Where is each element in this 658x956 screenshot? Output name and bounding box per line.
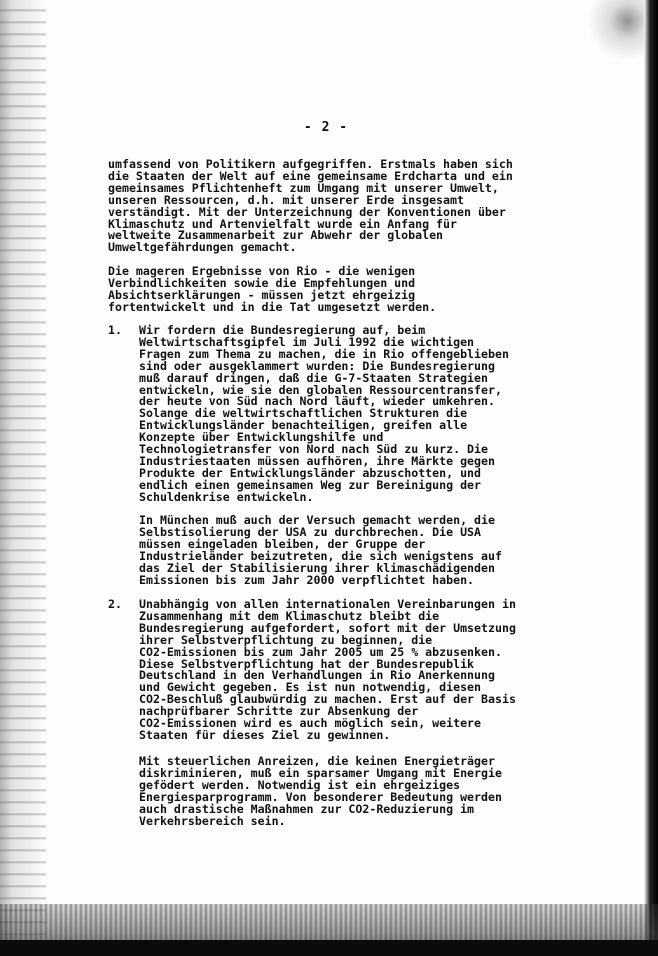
paragraph-rio (108, 266, 436, 314)
item-1-text: Wir fordern die Bundesregierung auf, beim Weltwirtschaftsgipfel im Juli 1992 die wichtigen Fragen zum Thema zu machen, die in Rio offengeblieben sind oder ausgeklammert wurden: Die Bundesregierung muß darauf dringen, daß die G-7-Staaten Strategien entwickeln, wie sie den globalen Ressourcentransfer, der heute von Süd nach Nord läuft, wieder umkehren. Solange die weltwirtschaftlichen Strukturen die Entwicklungsländer benachteiligen, greifen alle Konzepte über Entwicklungshilfe und Technologietransfer von Nord nach Süd zu kurz. Die Industriestaaten müssen aufhören, ihre Märkte gegen Produkte der Entwicklungsländer abzuschotten, und endlich einen gemeinsamen Weg zur Bereinigung der Schuldenkrise entwickeln. (139, 323, 509, 504)
item-1-number: 1. (108, 323, 122, 337)
scan-corner-smudge (588, 0, 644, 70)
paragraph-intro-text: umfassend von Politikern aufgegriffen. Erstmals haben sich die Staaten der Welt auf eine gemeinsame Erdcharta und ein gemeinsames Pflichtenheft zum Umgang mit unserer Umwelt, unseren Ressourcen, d.h. mit unserer Erde insgesamt verständigt. Mit der Unterzeichnung der Konventionen über Klimaschutz und Artenvielfalt wurde ein Anfang für weltweite Zusammenarbeit zur Abwehr der globalen Umweltgefährdungen gemacht. (108, 157, 513, 255)
page-number: - 2 - (303, 120, 349, 135)
scan-edge-right (644, 0, 658, 956)
scan-edge-left (0, 0, 46, 956)
scan-edge-bottom-band (0, 940, 658, 956)
paragraph-intro (108, 159, 513, 254)
item-2-continuation-text: Mit steuerlichen Anreizen, die keinen Energieträger diskriminieren, muß ein sparsamer Umgang mit Energie gefödert werden. Notwendig ist ein ehrgeiziges Energiesparprogramm. Von besonderer Bedeutung werden auch drastische Maßnahmen zur CO2-Reduzierung im Verkehrsbereich sein. (139, 754, 502, 828)
item-1-continuation-text: In München muß auch der Versuch gemacht werden, die Selbstisolierung der USA zu durchbrechen. Die USA müssen eingeladen bleiben, der Gruppe der Industrieländer beizutreten, die sich wenigstens auf das Ziel der Stabilisierung ihrer klimaschädigenden Emissionen bis zum Jahr 2000 verpflichtet haben. (139, 513, 502, 587)
item-1-continuation (139, 515, 502, 586)
item-1 (139, 325, 509, 504)
item-2-number: 2. (108, 597, 122, 611)
item-2 (139, 599, 516, 742)
item-2-continuation (139, 756, 502, 827)
item-2-text: Unabhängig von allen internationalen Vereinbarungen in Zusammenhang mit dem Klimaschutz bleibt die Bundesregierung aufgefordert, sofort mit der Umsetzung ihrer Selbstverpflichtung zu beginnen, die CO2-Emissionen bis zum Jahr 2005 um 25 % abzusenken. Diese Selbstverpflichtung hat der Bundesrepublik Deutschland in den Verhandlungen in Rio Anerkennung und Gewicht gegeben. Es ist nun notwendig, diesen CO2-Beschluß glaubwürdig zu machen. Erst auf der Basis nachprüfbarer Schritte zur Absenkung der CO2-Emissionen wird es auch möglich sein, weitere Staaten für dieses Ziel zu gewinnen. (139, 597, 516, 742)
paragraph-rio-text: Die mageren Ergebnisse von Rio - die wenigen Verbindlichkeiten sowie die Empfehlungen und Absichtserklärungen - müssen jetzt ehrgeizig fortentwickelt und in die Tat umgesetzt werden. (108, 264, 437, 314)
